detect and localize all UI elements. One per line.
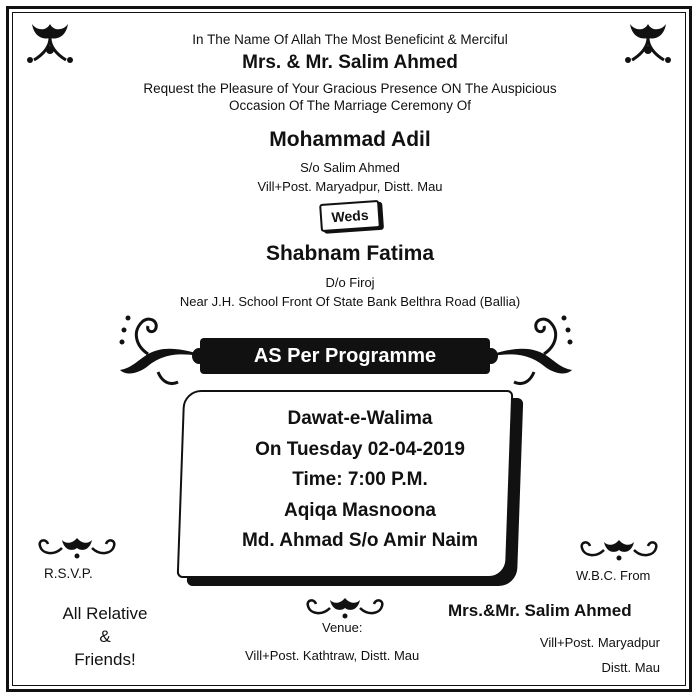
programme-details (180, 404, 540, 557)
venue-label: Venue: (322, 620, 363, 635)
weds-badge: Weds (319, 200, 381, 232)
small-flourish-icon (576, 536, 662, 562)
small-flourish-icon (302, 594, 388, 620)
groom-details (0, 158, 700, 196)
from-address-line-2: Distt. Mau (601, 660, 660, 675)
venue-address: Vill+Post. Kathtraw, Distt. Mau (245, 648, 420, 663)
friends-line-3: Friends! (74, 650, 136, 669)
programme-line: Aqiqa Masnoona (283, 499, 436, 521)
programme-line: Time: 7:00 P.M. (292, 469, 428, 490)
request-line-1: Request the Pleasure of Your Gracious Presence ON The Auspicious (143, 81, 557, 96)
request-line-2: Occasion Of The Marriage Ceremony Of (228, 98, 472, 113)
programme-line: Md. Ahmad S/o Amir Naim (241, 530, 479, 551)
from-address (490, 630, 660, 680)
from-address-line-1: Vill+Post. Maryadpur (539, 635, 660, 650)
friends-line-1: All Relative (62, 604, 148, 623)
friends-text (50, 602, 160, 671)
from-name: Mrs.&Mr. Salim Ahmed (448, 601, 632, 620)
bride-relation: D/o Firoj (325, 275, 375, 290)
request-text (0, 80, 700, 114)
programme-banner: AS Per Programme (200, 338, 490, 374)
groom-address: Vill+Post. Maryadpur, Distt. Mau (257, 179, 443, 194)
wbc-label: W.B.C. From (576, 568, 651, 583)
bride-details (0, 273, 700, 311)
friends-line-2: & (99, 627, 111, 646)
groom-relation: S/o Salim Ahmed (300, 160, 400, 175)
host-names: Mrs. & Mr. Salim Ahmed (242, 52, 458, 73)
bismillah-line: In The Name Of Allah The Most Beneficint & Merciful (192, 32, 508, 47)
bride-name: Shabnam Fatima (265, 242, 435, 265)
small-flourish-icon (34, 534, 120, 560)
bride-address: Near J.H. School Front Of State Bank Belthra Road (Ballia) (179, 294, 521, 309)
programme-line: On Tuesday 02-04-2019 (255, 438, 465, 460)
rsvp-label: R.S.V.P. (44, 566, 93, 581)
groom-name: Mohammad Adil (269, 128, 431, 151)
programme-line: Dawat-e-Walima (287, 408, 433, 429)
